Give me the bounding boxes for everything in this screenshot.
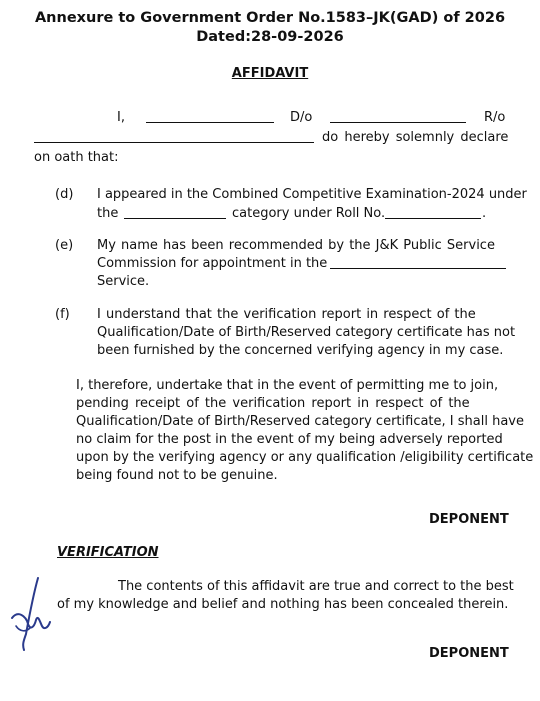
intro-oath: on oath that:: [34, 150, 119, 165]
deponent-label-2: DEPONENT: [429, 646, 509, 661]
verification-line1: The contents of this affidavit are true and correct to the best: [118, 579, 514, 594]
item-e-label: (e): [55, 238, 74, 253]
item-f-line3: been furnished by the concerned verifying agency in my case.: [97, 343, 504, 358]
roll-no-blank: [385, 206, 481, 219]
item-f-line2: Qualification/Date of Birth/Reserved category certificate has not: [97, 325, 516, 340]
undertaking-line6: being found not to be genuine.: [76, 468, 278, 483]
signature-mark: [4, 572, 60, 656]
item-f-line1: I understand that the verification report in respect of the: [97, 307, 476, 322]
intro-declare: do hereby solemnly declare: [322, 130, 509, 145]
item-e-line2: Commission for appointment in the: [97, 256, 328, 271]
intro-i: I,: [117, 110, 125, 125]
item-d-line2-category: category under Roll No.: [232, 206, 386, 221]
intro-ro: R/o: [484, 110, 506, 125]
item-f-label: (f): [55, 307, 70, 322]
item-e-line3: Service.: [97, 274, 150, 289]
undertaking-line5: upon by the verifying agency or any qualification /eligibility certificate: [76, 450, 534, 465]
item-d-line2-end: .: [482, 206, 487, 221]
deponent-label-1: DEPONENT: [429, 512, 509, 527]
name-blank: [146, 110, 274, 123]
verification-heading: VERIFICATION: [57, 545, 159, 560]
item-d-line1: I appeared in the Combined Competitive Examination-2024 under: [97, 187, 527, 202]
annexure-header-date: Dated:28-09-2026: [196, 29, 344, 45]
service-blank: [330, 256, 506, 269]
item-e-line1: My name has been recommended by the J&K Public Service: [97, 238, 495, 253]
undertaking-line1: I, therefore, undertake that in the event of permitting me to join,: [76, 378, 499, 393]
undertaking-line4: no claim for the post in the event of my being adversely reported: [76, 432, 503, 447]
verification-line2: of my knowledge and belief and nothing has been concealed therein.: [57, 597, 509, 612]
residence-blank: [34, 130, 314, 143]
annexure-header-line1: Annexure to Government Order No.1583–JK(GAD) of 2026: [34, 10, 506, 26]
father-name-blank: [330, 110, 466, 123]
affidavit-title: AFFIDAVIT: [231, 66, 309, 81]
category-blank: [124, 206, 226, 219]
item-d-label: (d): [55, 187, 74, 202]
undertaking-line2: pending receipt of the verification report in respect of the: [76, 396, 470, 411]
item-d-line2-the: the: [97, 206, 119, 221]
undertaking-line3: Qualification/Date of Birth/Reserved category certificate, I shall have: [76, 414, 524, 429]
intro-do: D/o: [290, 110, 313, 125]
